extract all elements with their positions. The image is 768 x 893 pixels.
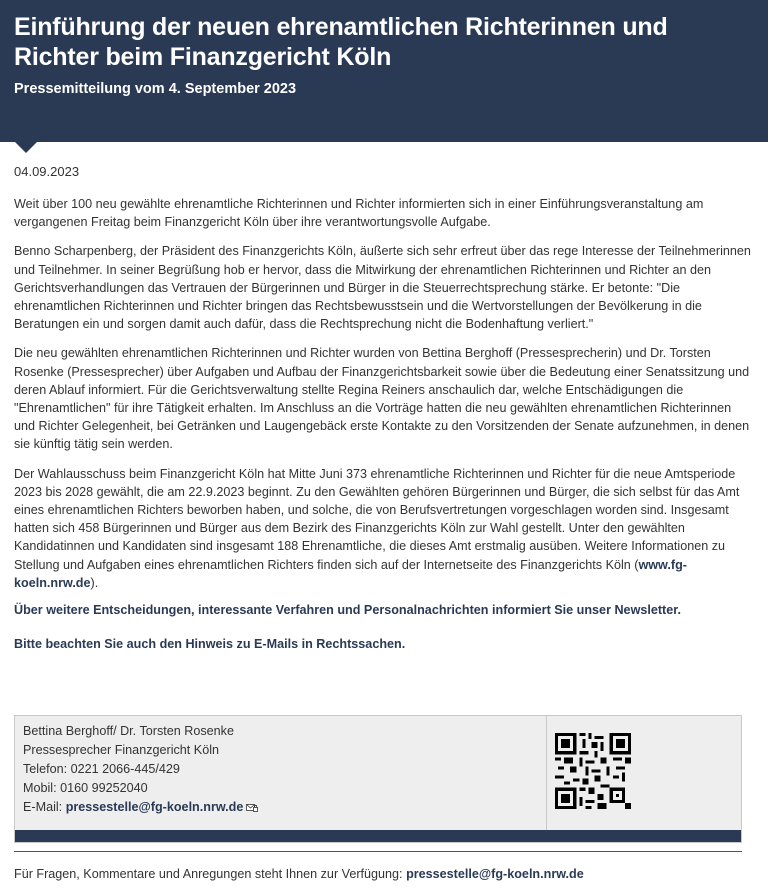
page-title: Einführung der neuen ehrenamtlichen Richterinnen und Richter beim Finanzgericht Köln [14, 13, 668, 71]
mail-lock-icon [246, 802, 258, 812]
email-notice-paragraph [14, 637, 754, 651]
paragraph-1: Weit über 100 neu gewählte ehrenamtliche Richterinnen und Richter informierten sich in einer Einführungsveranstaltung am vergangenen Freitag beim Finanzgericht Köln über ihre verantwortungsvolle Aufgabe. [14, 197, 704, 230]
paragraph-2: Benno Scharpenberg, der Präsident des Finanzgerichts Köln, äußerte sich sehr erfreut über das rege Interesse der Teilnehmerinnen und Teilnehmer. In seiner Begrüßung hob er hervor, dass die Mitwirkung der ehrenamtlichen Richterinnen und Richter an den Gerichtsverhandlungen das Vertrauen der Bürgerinnen und Bürger in die Steuerrechtsprechung stärke. Er betonte: "Die ehrenamtlichen Richterinnen und Richter bringen das Rechtsbewusstsein und die Wertvorstellungen der Bevölkerung in die Beratungen ein und sorgen damit auch dafür, dass die Rechtsprechung nicht die Bodenhaftung verliert." [14, 244, 751, 332]
newsletter-period: . [677, 603, 681, 618]
contact-footer-bar [15, 830, 741, 842]
newsletter-paragraph [14, 603, 754, 617]
contact-phone: Telefon: 0221 2066-445/429 [23, 762, 180, 776]
contact-mobile: Mobil: 0160 99252040 [23, 781, 148, 795]
footer-divider [14, 851, 742, 852]
contact-email-row [23, 798, 258, 817]
email-notice-period: . [401, 637, 406, 652]
paragraph-4 [14, 465, 754, 592]
contact-email-label: E-Mail: [23, 800, 66, 814]
contact-names: Bettina Berghoff/ Dr. Torsten Rosenke [23, 724, 234, 738]
footer [14, 867, 584, 881]
website-link[interactable]: www.fg-koeln.nrw.de [14, 557, 687, 590]
email-notice-link[interactable]: Bitte beachten Sie auch den Hinweis zu E-Mails in Rechtssachen [14, 637, 402, 652]
footer-text: Für Fragen, Kommentare und Anregungen steht Ihnen zur Verfügung: [14, 867, 407, 881]
page-subtitle: Pressemitteilung vom 4. September 2023 [14, 81, 297, 97]
newsletter-link[interactable]: Über weitere Entscheidungen, interessante Verfahren und Personalnachrichten informiert Sie unser Newsletter [14, 603, 678, 618]
qr-code-icon [555, 733, 631, 809]
contact-divider [546, 716, 547, 830]
contact-details [23, 722, 258, 817]
footer-email-link[interactable]: pressestelle@fg-koeln.nrw.de [406, 867, 584, 881]
article-content [14, 164, 754, 671]
article-date: 04.09.2023 [14, 164, 80, 179]
paragraph-3: Die neu gewählten ehrenamtlichen Richterinnen und Richter wurden von Bettina Berghoff (Pressesprecherin) und Dr. Torsten Rosenke (Pressesprecher) über Aufgaben und Aufbau der Finanzgerichtsbarkeit sowie über die Bedeutung einer Senatssitzung und deren Ablauf informiert. Für die Gerichtsverwaltung stellte Regina Reiners anschaulich dar, welche Entschädigungen die "Ehrenamtlichen" für ihre Tätigkeit erhalten. Im Anschluss an die Vorträge hatten die neu gewählten ehrenamtlichen Richterinnen und Richter Gelegenheit, bei Getränken und Laugengebäck erste Kontakte zu den Vorsitzenden der Senate aufzunehmen, in denen sie künftig tätig sein werden. [14, 346, 750, 452]
contact-role: Pressesprecher Finanzgericht Köln [23, 743, 219, 757]
paragraph-4-text: Der Wahlausschuss beim Finanzgericht Köln hat Mitte Juni 373 ehrenamtliche Richterinnen und Richter für die neue Amtsperiode 2023 bis 2028 gewählt, die am 22.9.2023 beginnt. Zu den Gewählten gehören Bürgerinnen und Bürger, die sich selbst für das Amt eines ehrenamtlichen Richters beworben haben, und solche, die von Berufsvertretungen vorgeschlagen worden sind. Insgesamt hatten sich 458 Bürgerinnen und Bürger aus dem Bezirk des Finanzgerichts Köln zur Wahl gestellt. Unter den gewählten Kandidatinnen und Kandidaten sind insgesamt 188 Ehrenamtliche, die dieses Amt erstmalig ausüben. Weitere Informationen zu Stellung und Aufgaben eines ehrenamtlichen Richters finden sich auf der Internetseite des Finanzgerichts Köln ( [14, 466, 740, 572]
contact-box [14, 715, 742, 843]
paragraph-4-end: ). [90, 575, 99, 590]
header-notch [14, 141, 38, 153]
contact-email-link[interactable]: pressestelle@fg-koeln.nrw.de [65, 800, 244, 814]
page-header [0, 0, 768, 142]
